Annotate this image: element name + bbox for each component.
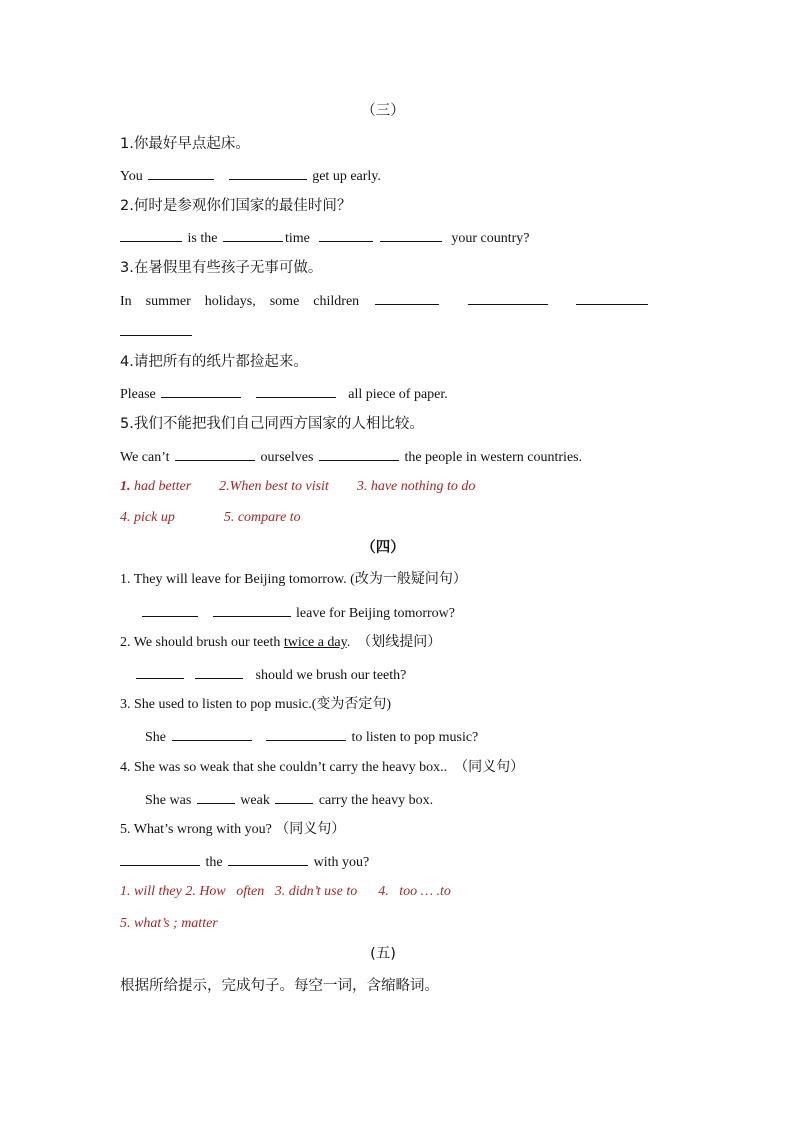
- blank[interactable]: [375, 290, 439, 305]
- q4-5: 5. What’s wrong with you? （同义句）: [120, 822, 346, 837]
- q3-3-chinese: 3.在暑假里有些孩子无事可做。: [120, 260, 323, 276]
- answers-section-3-line-1: [120, 477, 475, 497]
- blank[interactable]: [468, 290, 548, 305]
- blank[interactable]: [223, 227, 283, 242]
- blank[interactable]: [136, 664, 184, 679]
- section-5-instruction: 根据所给提示，完成句子。每空一词，含缩略词。: [120, 978, 439, 994]
- answer: 5. compare to: [223, 510, 301, 525]
- q3-5-chinese: 5.我们不能把我们自己同西方国家的人相比较。: [120, 416, 424, 432]
- answer: 2.When best to visit: [219, 479, 329, 494]
- text: summer: [145, 294, 191, 309]
- blank[interactable]: [172, 726, 252, 741]
- blank[interactable]: [161, 383, 241, 398]
- q3-3-english-cont: [120, 321, 194, 343]
- blank[interactable]: [229, 165, 307, 180]
- q4-2-fill: [134, 664, 406, 686]
- section-3-title: （三）: [361, 103, 405, 119]
- text: ourselves: [260, 450, 314, 465]
- text: should we brush our teeth?: [255, 668, 407, 683]
- blank[interactable]: [275, 789, 313, 804]
- text: the: [205, 855, 223, 870]
- text: She: [145, 730, 166, 745]
- text: to listen to pop music?: [351, 730, 479, 745]
- text: children: [313, 294, 360, 309]
- text: We can’t: [120, 450, 170, 465]
- text: . （划线提问）: [346, 635, 442, 650]
- blank[interactable]: [319, 227, 373, 242]
- answer-number: 1.: [120, 479, 131, 494]
- blank[interactable]: [120, 227, 182, 242]
- answers-section-4-line-1: 1. will they 2. How often 3. didn’t use to 4. too … .to: [120, 884, 451, 899]
- text: You: [120, 169, 143, 184]
- q4-3: 3. She used to listen to pop music.(变为否定句): [120, 697, 392, 712]
- q3-1-english: [120, 165, 381, 187]
- blank[interactable]: [256, 383, 336, 398]
- text: the people in western countries.: [404, 450, 583, 465]
- q3-2-english: [120, 227, 530, 249]
- q4-3-fill: [145, 726, 478, 748]
- text: leave for Beijing tomorrow?: [296, 606, 456, 621]
- blank[interactable]: [120, 851, 200, 866]
- text: with you?: [313, 855, 370, 870]
- text: all piece of paper.: [348, 387, 448, 402]
- section-4-title: （四）: [361, 540, 405, 556]
- blank[interactable]: [195, 664, 243, 679]
- q4-4: 4. She was so weak that she couldn’t carry the heavy box.. （同义句）: [120, 760, 525, 775]
- answer: 3. have nothing to do: [356, 479, 476, 494]
- text: time: [284, 231, 310, 246]
- q4-2: [120, 633, 441, 653]
- text: 2. We should brush our teeth: [120, 635, 284, 650]
- text: In: [120, 294, 132, 309]
- text: She was: [145, 793, 192, 808]
- blank[interactable]: [576, 290, 648, 305]
- blank[interactable]: [266, 726, 346, 741]
- text: is the: [187, 231, 218, 246]
- underlined-phrase: twice a day: [283, 635, 347, 650]
- blank[interactable]: [120, 321, 192, 336]
- q3-4-chinese: 4.请把所有的纸片都捡起来。: [120, 354, 308, 370]
- text: some: [269, 294, 300, 309]
- q3-5-english: [120, 446, 582, 468]
- text: weak: [240, 793, 270, 808]
- answer: had better: [134, 479, 192, 494]
- q3-1-chinese: 1.你最好早点起床。: [120, 136, 250, 152]
- blank[interactable]: [197, 789, 235, 804]
- text: carry the heavy box.: [318, 793, 434, 808]
- blank[interactable]: [213, 602, 291, 617]
- blank[interactable]: [380, 227, 442, 242]
- text: your country?: [451, 231, 530, 246]
- q3-3-english: [120, 290, 650, 312]
- q3-2-chinese: 2.何时是参观你们国家的最佳时间？: [120, 198, 352, 214]
- answers-section-3-line-2: [120, 508, 301, 528]
- answer: 4. pick up: [120, 510, 175, 525]
- text: Please: [120, 387, 156, 402]
- q3-4-english: [120, 383, 448, 405]
- text: get up early.: [312, 169, 381, 184]
- section-5-title: (五): [370, 946, 396, 962]
- text: holidays,: [204, 294, 256, 309]
- q4-4-fill: [145, 789, 433, 811]
- q4-5-fill: [120, 851, 369, 873]
- blank[interactable]: [142, 602, 198, 617]
- q4-1-fill: [140, 602, 455, 624]
- q4-1: 1. They will leave for Beijing tomorrow. (改为一般疑问句）: [120, 572, 467, 587]
- blank[interactable]: [175, 446, 255, 461]
- blank[interactable]: [148, 165, 214, 180]
- answers-section-4-line-2: 5. what’s ; matter: [120, 916, 218, 931]
- blank[interactable]: [319, 446, 399, 461]
- blank[interactable]: [228, 851, 308, 866]
